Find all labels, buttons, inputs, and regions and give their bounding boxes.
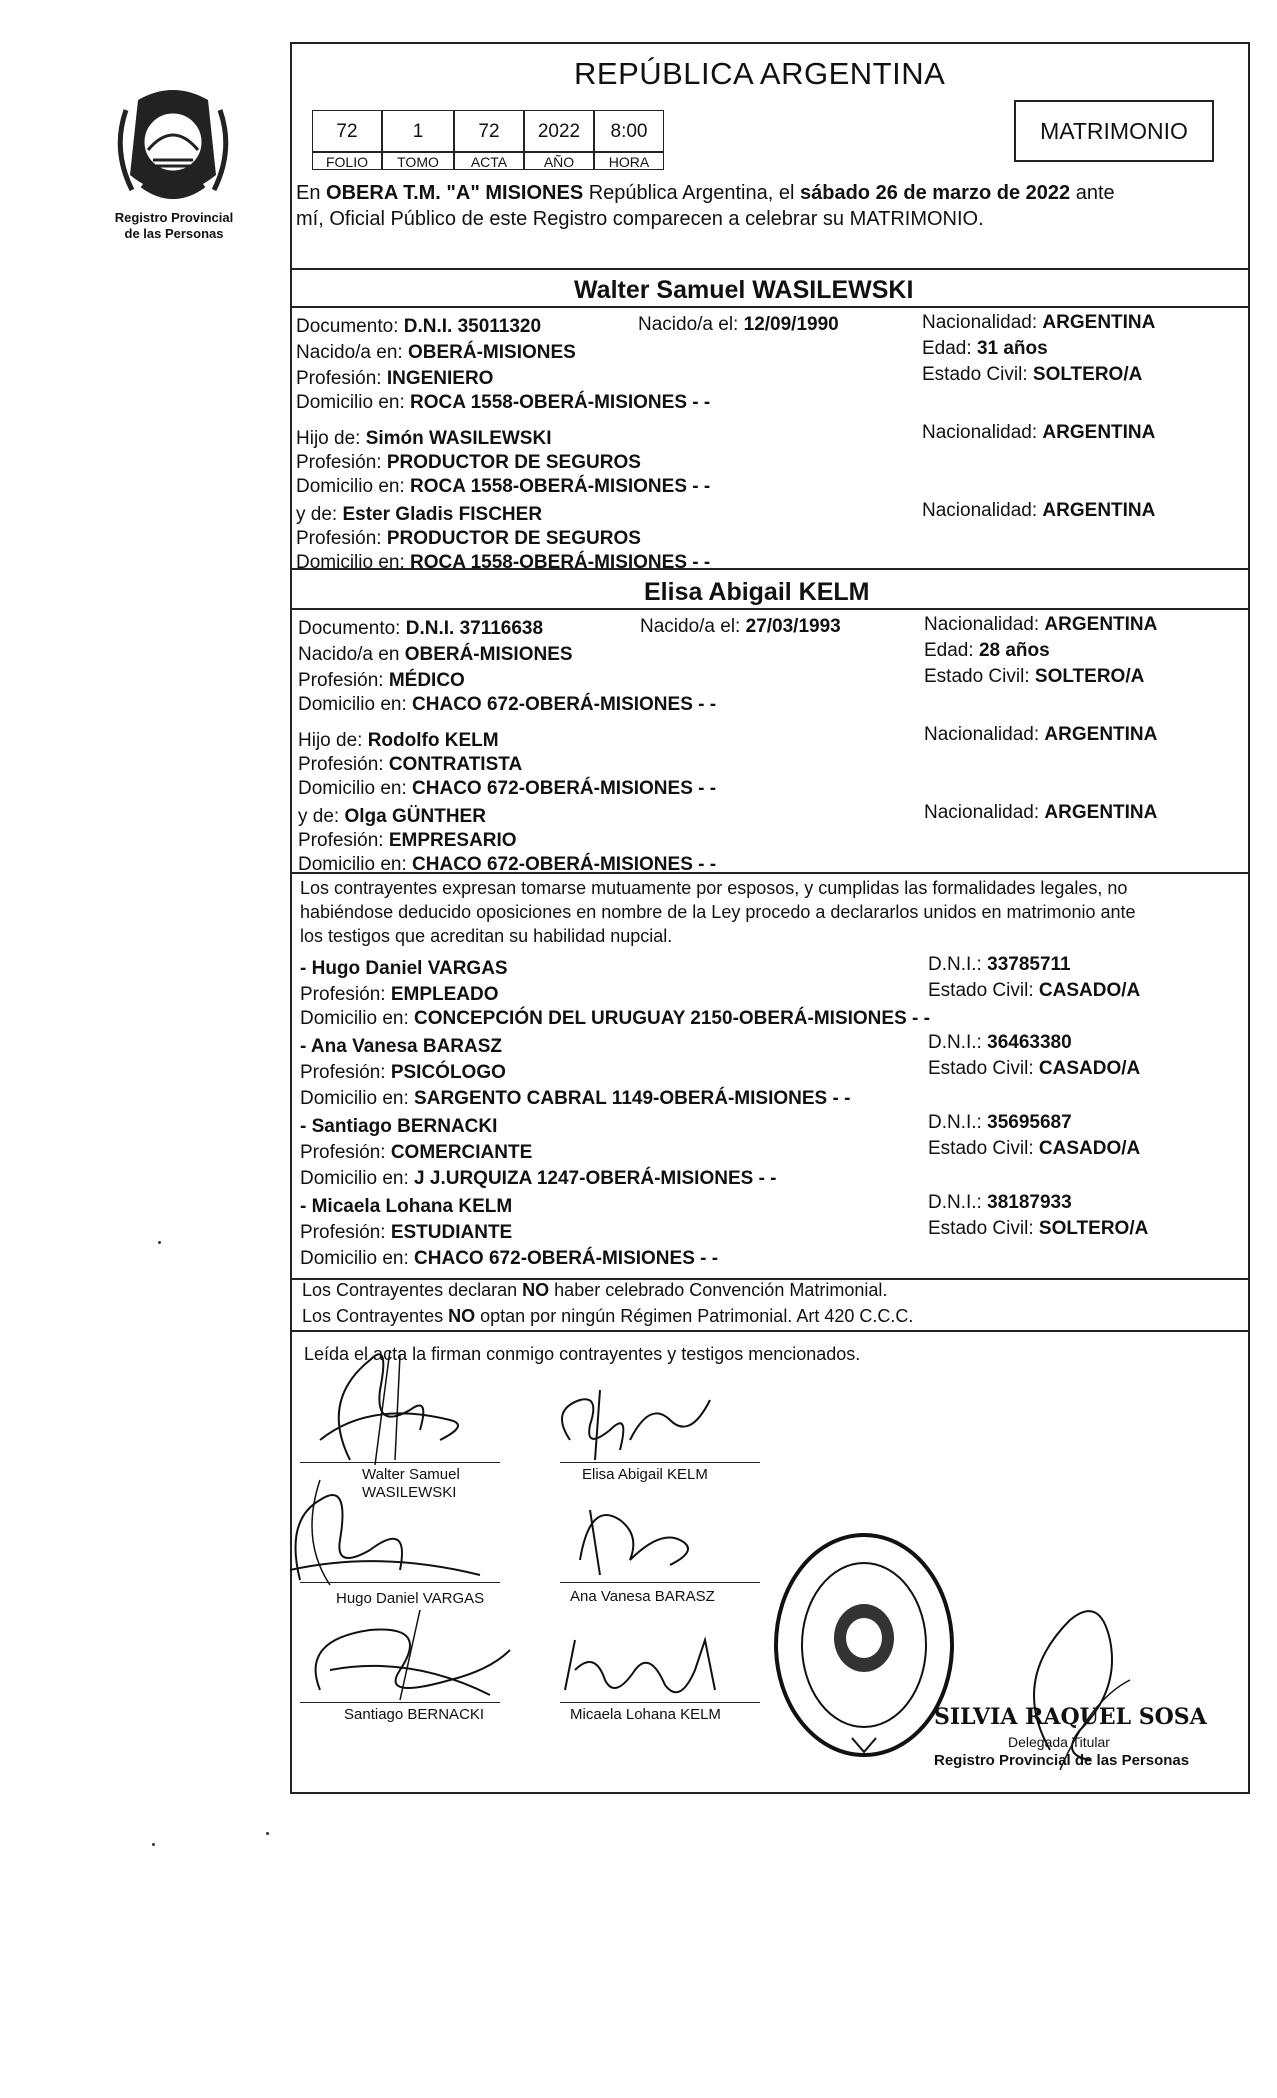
intro-line1: En OBERA T.M. "A" MISIONES República Argentina, el sábado 26 de marzo de 2022 ante <box>296 182 1115 204</box>
witness-civil: Estado Civil: SOLTERO/A <box>928 1218 1149 1239</box>
witness-prof: Profesión: PSICÓLOGO <box>300 1062 506 1083</box>
country-title: REPÚBLICA ARGENTINA <box>574 56 946 91</box>
declaration-line: habiéndose deducido oposiciones en nombre de la Ley procedo a declararlos unidos en matrimonio ante <box>300 902 1136 922</box>
misiones-seal-icon <box>108 80 238 220</box>
witness-dni: D.N.I.: 38187933 <box>928 1192 1072 1213</box>
signature-scribble-witness4 <box>555 1630 735 1710</box>
grid-label-ano: AÑO <box>524 152 594 170</box>
signature-label-witness1: Hugo Daniel VARGAS <box>336 1590 485 1607</box>
signature-label-witness2: Ana Vanesa BARASZ <box>570 1588 715 1605</box>
witness-civil: Estado Civil: CASADO/A <box>928 980 1141 1001</box>
spouse2-mother-dom: Domicilio en: CHACO 672-OBERÁ-MISIONES - - <box>298 854 717 875</box>
signature-scribble-witness3 <box>290 1600 530 1710</box>
official-role: Delegada Titular <box>1008 1734 1110 1750</box>
witness-prof: Profesión: ESTUDIANTE <box>300 1222 513 1243</box>
signature-label-witness4: Micaela Lohana KELM <box>570 1706 721 1723</box>
grid-label-tomo: TOMO <box>382 152 454 170</box>
declaration-line: Los contrayentes expresan tomarse mutuamente por esposos, y cumplidas las formalidades legales, no <box>300 878 1128 898</box>
scan-speck <box>152 1843 155 1846</box>
witness-dom: Domicilio en: J J.URQUIZA 1247-OBERÁ-MISIONES - - <box>300 1168 777 1189</box>
witness-civil: Estado Civil: CASADO/A <box>928 1058 1141 1079</box>
registry-stamp-icon <box>772 1530 956 1760</box>
spouse1-civil: Estado Civil: SOLTERO/A <box>922 364 1143 385</box>
logo-caption: Registro Provincial de las Personas <box>114 210 234 241</box>
scan-speck <box>158 1241 161 1244</box>
witness-dni: D.N.I.: 36463380 <box>928 1032 1072 1053</box>
spouse2-father-prof: Profesión: CONTRATISTA <box>298 754 523 775</box>
spouse2-nat: Nacionalidad: ARGENTINA <box>924 614 1158 635</box>
spouse1-father-nat: Nacionalidad: ARGENTINA <box>922 422 1156 443</box>
witness-name: - Santiago BERNACKI <box>300 1116 498 1137</box>
witness-name: - Micaela Lohana KELM <box>300 1196 513 1217</box>
witness-name: - Hugo Daniel VARGAS <box>300 958 508 979</box>
official-office: Registro Provincial de las Personas <box>934 1752 1190 1769</box>
signature-scribble-spouse2 <box>540 1380 740 1470</box>
act-type: MATRIMONIO <box>1040 118 1188 144</box>
witness-name: - Ana Vanesa BARASZ <box>300 1036 503 1057</box>
signature-line <box>560 1582 760 1583</box>
spouse2-father: Hijo de: Rodolfo KELM <box>298 730 499 751</box>
spouse1-born: Nacido/a el: 12/09/1990 <box>638 314 839 335</box>
grid-label-folio: FOLIO <box>312 152 382 170</box>
spouse1-nat: Nacionalidad: ARGENTINA <box>922 312 1156 333</box>
spouse1-place: Nacido/a en: OBERÁ-MISIONES <box>296 342 576 363</box>
spouse1-father-dom: Domicilio en: ROCA 1558-OBERÁ-MISIONES - - <box>296 476 711 497</box>
witness-dom: Domicilio en: CONCEPCIÓN DEL URUGUAY 2150-OBERÁ-MISIONES - - <box>300 1008 930 1029</box>
spouse2-born: Nacido/a el: 27/03/1993 <box>640 616 841 637</box>
spouse2-prof: Profesión: MÉDICO <box>298 670 465 691</box>
signature-scribble-witness2 <box>560 1480 720 1580</box>
spouse2-civil: Estado Civil: SOLTERO/A <box>924 666 1145 687</box>
spouse2-name: Elisa Abigail KELM <box>644 578 870 606</box>
witness-dom: Domicilio en: SARGENTO CABRAL 1149-OBERÁ-MISIONES - - <box>300 1088 851 1109</box>
spouse1-doc: Documento: D.N.I. 35011320 <box>296 316 542 337</box>
signature-scribble-spouse1 <box>280 1340 500 1470</box>
divider <box>290 306 1250 308</box>
closing-text: Leída el acta la firman conmigo contrayentes y testigos mencionados. <box>304 1344 861 1364</box>
convention-line: Los Contrayentes declaran NO haber celebrado Convención Matrimonial. <box>302 1280 888 1300</box>
grid-folio: 72 <box>312 110 382 152</box>
witness-dni: D.N.I.: 33785711 <box>928 954 1071 975</box>
signature-scribble-official <box>990 1580 1150 1780</box>
grid-acta: 72 <box>454 110 524 152</box>
spouse2-doc: Documento: D.N.I. 37116638 <box>298 618 544 639</box>
grid-label-acta: ACTA <box>454 152 524 170</box>
divider <box>290 1330 1250 1332</box>
spouse2-mother: y de: Olga GÜNTHER <box>298 806 486 827</box>
divider <box>290 608 1250 610</box>
province-logo <box>108 80 238 220</box>
spouse1-mother: y de: Ester Gladis FISCHER <box>296 504 543 525</box>
declaration-line: los testigos que acreditan su habilidad nupcial. <box>300 926 673 946</box>
witness-prof: Profesión: EMPLEADO <box>300 984 499 1005</box>
spouse1-prof: Profesión: INGENIERO <box>296 368 494 389</box>
spouse2-mother-prof: Profesión: EMPRESARIO <box>298 830 517 851</box>
grid-tomo: 1 <box>382 110 454 152</box>
spouse1-age: Edad: 31 años <box>922 338 1048 359</box>
witness-dni: D.N.I.: 35695687 <box>928 1112 1072 1133</box>
spouse1-father: Hijo de: Simón WASILEWSKI <box>296 428 552 449</box>
regime-line: Los Contrayentes NO optan por ningún Régimen Patrimonial. Art 420 C.C.C. <box>302 1306 914 1326</box>
official-name: SILVIA RAQUEL SOSA <box>934 1704 1207 1730</box>
spouse2-mother-nat: Nacionalidad: ARGENTINA <box>924 802 1158 823</box>
witness-dom: Domicilio en: CHACO 672-OBERÁ-MISIONES - - <box>300 1248 719 1269</box>
grid-label-hora: HORA <box>594 152 664 170</box>
act-type-box <box>1014 100 1214 162</box>
spouse1-name: Walter Samuel WASILEWSKI <box>574 276 914 304</box>
signature-label-spouse1: Walter Samuel WASILEWSKI <box>362 1466 460 1501</box>
witness-civil: Estado Civil: CASADO/A <box>928 1138 1141 1159</box>
spouse1-mother-prof: Profesión: PRODUCTOR DE SEGUROS <box>296 528 641 549</box>
witness-prof: Profesión: COMERCIANTE <box>300 1142 533 1163</box>
spouse1-father-prof: Profesión: PRODUCTOR DE SEGUROS <box>296 452 641 473</box>
signature-label-witness3: Santiago BERNACKI <box>344 1706 485 1723</box>
spouse2-father-dom: Domicilio en: CHACO 672-OBERÁ-MISIONES - - <box>298 778 717 799</box>
spouse2-dom: Domicilio en: CHACO 672-OBERÁ-MISIONES - - <box>298 694 717 715</box>
signature-scribble-witness1 <box>280 1460 510 1590</box>
intro-line2: mí, Oficial Público de este Registro comparecen a celebrar su MATRIMONIO. <box>296 208 984 230</box>
spouse2-place: Nacido/a en OBERÁ-MISIONES <box>298 644 573 665</box>
spouse2-father-nat: Nacionalidad: ARGENTINA <box>924 724 1158 745</box>
grid-hora: 8:00 <box>594 110 664 152</box>
grid-ano: 2022 <box>524 110 594 152</box>
spouse1-dom: Domicilio en: ROCA 1558-OBERÁ-MISIONES - - <box>296 392 711 413</box>
scan-speck <box>266 1832 269 1835</box>
spouse1-mother-dom: Domicilio en: ROCA 1558-OBERÁ-MISIONES - - <box>296 552 711 573</box>
spouse2-age: Edad: 28 años <box>924 640 1050 661</box>
divider <box>290 268 1250 270</box>
signature-label-spouse2: Elisa Abigail KELM <box>582 1466 708 1483</box>
spouse1-mother-nat: Nacionalidad: ARGENTINA <box>922 500 1156 521</box>
